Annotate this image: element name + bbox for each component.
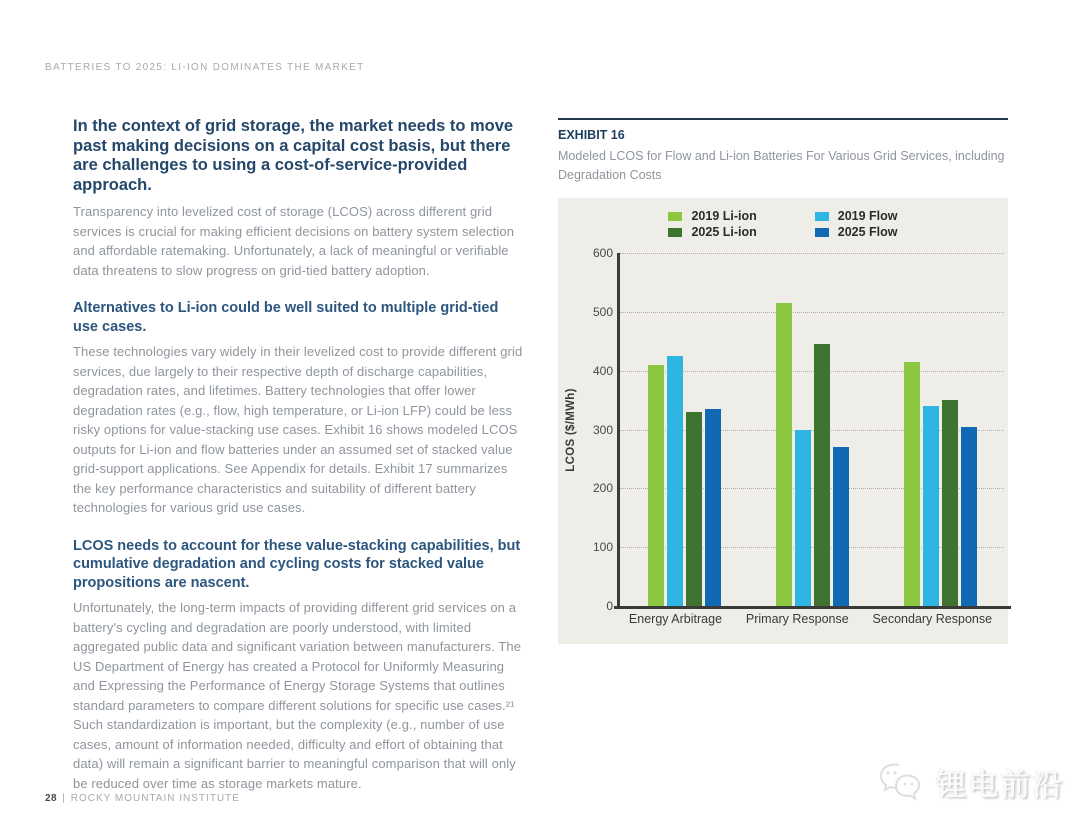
legend-swatch xyxy=(815,228,829,237)
bar xyxy=(814,344,830,606)
section-heading: LCOS needs to account for these value-stacking capabilities, but cumulative degradation and cycling costs for stacked value propositions are nascent. xyxy=(73,537,521,591)
section-body: Unfortunately, the long-term impacts of providing different grid services on a battery's cycling and degradation are poorly understood, with limited aggregated public data and significant variation between manufacturers. The US Department of Energy has created a Protocol for Uniformly Measuring and Expressing the Performance of Energy Storage Systems that outlines standard parameters to compare different solutions for specific use cases.²¹ Such standardization is important, but the complexity (e.g., number of use cases, amount of information needed, difficulty and effort of obtaining that data) will remain a significant barrier to meaningful comparison that will only be reduced over time as storage markets mature. xyxy=(73,600,522,791)
bar xyxy=(795,430,811,607)
y-tick-label: 100 xyxy=(592,540,613,555)
text-column xyxy=(70,117,525,812)
page-footer xyxy=(45,793,240,804)
section-2 xyxy=(73,299,525,518)
footer-separator: | xyxy=(62,793,66,804)
chart-plot-area xyxy=(565,246,1004,613)
section-body: These technologies vary widely in their levelized cost to provide different grid services, due largely to their respective depth of discharge capabilities, degradation rates, and lifetimes. Battery technologies that offer lower degradation rates (e.g., flow, high temperature, or Li-ion LFP) could be less risky options for value-stacking use cases. Exhibit 16 shows modeled LCOS outputs for Li-ion and flow batteries under an assumed set of stacked value grid-support applications. See Appendix for details. Exhibit 17 summarizes the key performance characteristics and suitability of different battery technologies for various grid use cases. xyxy=(73,344,523,515)
bar-groups xyxy=(620,253,1004,606)
bar xyxy=(648,365,664,606)
y-tick-label: 200 xyxy=(592,481,613,496)
exhibit-divider xyxy=(558,118,1008,120)
legend-swatch xyxy=(668,228,682,237)
legend-label: 2019 Flow xyxy=(837,209,898,223)
legend-item xyxy=(815,209,898,223)
bar xyxy=(904,362,920,606)
chat-bubbles-icon xyxy=(877,760,929,804)
section-heading: Alternatives to Li-ion could be well suited to multiple grid-tied use cases. xyxy=(73,300,499,335)
x-axis-labels xyxy=(617,612,1004,626)
y-tick-label: 600 xyxy=(592,246,613,260)
bar xyxy=(961,427,977,606)
legend-item xyxy=(815,225,898,239)
section-heading: In the context of grid storage, the market needs to move past making decisions on a capital cost basis, but there are challenges to using a cost-of-service-provided approach. xyxy=(73,117,514,194)
bar xyxy=(776,303,792,606)
bar xyxy=(686,412,702,606)
y-tick-label: 400 xyxy=(592,363,613,378)
bar-chart xyxy=(558,198,1008,644)
page-number: 28 xyxy=(45,793,58,804)
bar-group xyxy=(776,303,849,606)
legend-label: 2025 Flow xyxy=(837,225,898,239)
x-axis-label: Energy Arbitrage xyxy=(628,612,723,626)
x-axis-label: Primary Response xyxy=(745,612,849,626)
bar xyxy=(923,406,939,606)
legend-swatch xyxy=(668,212,682,221)
legend-label: 2019 Li-ion xyxy=(691,209,757,223)
bar xyxy=(833,447,849,606)
watermark-text: 锂电前沿 xyxy=(936,768,1064,803)
section-3 xyxy=(73,537,525,794)
bar-group xyxy=(904,362,977,606)
legend-swatch xyxy=(815,212,829,221)
bar xyxy=(705,409,721,606)
running-header: BATTERIES TO 2025: LI-ION DOMINATES THE MARKET xyxy=(45,62,365,73)
bar-group xyxy=(648,356,721,606)
legend-label: 2025 Li-ion xyxy=(691,225,757,239)
section-1 xyxy=(73,117,525,280)
y-axis-label: LCOS ($/MWh) xyxy=(565,387,577,472)
x-axis-label: Secondary Response xyxy=(872,612,993,626)
y-tick-label: 300 xyxy=(592,422,613,437)
y-tick-label: 0 xyxy=(606,599,613,613)
footer-org: ROCKY MOUNTAIN INSTITUTE xyxy=(70,793,240,804)
legend-item xyxy=(668,209,756,223)
legend-item xyxy=(668,225,756,239)
exhibit-label: EXHIBIT 16 xyxy=(558,128,625,142)
y-tick-label: 500 xyxy=(592,304,613,319)
plot xyxy=(592,246,1004,613)
section-body: Transparency into levelized cost of storage (LCOS) across different grid services is crucial for making efficient decisions on battery system selection and affordable ratemaking. Unfortunately, a lack of meaningful or verifiable data threatens to slow progress on grid-tied battery adoption. xyxy=(73,204,515,278)
exhibit-header xyxy=(558,118,1008,185)
chart-legend xyxy=(558,198,1008,239)
bar xyxy=(942,400,958,606)
bar xyxy=(667,356,683,606)
x-axis-line xyxy=(614,606,1011,609)
watermark xyxy=(877,760,1064,804)
exhibit-caption: Modeled LCOS for Flow and Li-ion Batteries For Various Grid Services, including Degradation Costs xyxy=(558,149,1005,182)
